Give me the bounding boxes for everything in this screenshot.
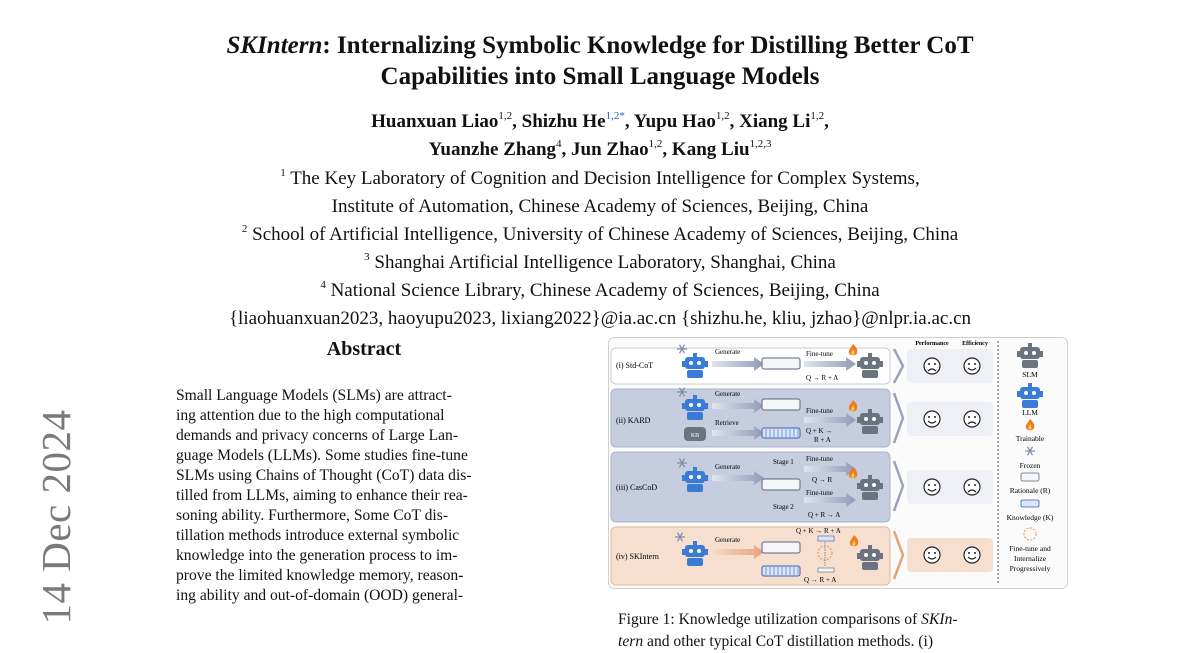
kb-label: KB xyxy=(690,433,700,439)
formula: Q → R + A xyxy=(804,576,837,584)
abstract-line: knowledge into the generation process to im- xyxy=(176,547,458,564)
figure-header-performance: Performance xyxy=(915,341,949,347)
method-label: (i) Std-CoT xyxy=(616,361,654,370)
abstract-line: ing attention due to the high computational xyxy=(176,407,445,424)
legend-trainable: Trainable xyxy=(1015,434,1045,443)
abstract-line: demands and privacy concerns of Large Lan- xyxy=(176,427,459,444)
figure-header-efficiency: Efficiency xyxy=(962,341,988,347)
happy-face-icon xyxy=(924,411,940,427)
legend-internalize: Internalize xyxy=(1013,554,1047,563)
finetune-label: Fine-tune xyxy=(806,455,833,463)
figure-caption: Figure 1: Knowledge utilization comparisons of SKIn- tern and other typical CoT distillation methods. (i) xyxy=(618,611,958,650)
legend-internalize: Progressively xyxy=(1009,564,1051,573)
generate-label: Generate xyxy=(715,536,741,544)
abstract-line: SLMs using Chains of Thought (CoT) data dis- xyxy=(176,467,472,484)
author: Kang Liu$^{1,2,3}$ xyxy=(671,138,772,160)
abstract-line: soning ability. Furthermore, Some CoT dis- xyxy=(176,507,449,524)
author-line-1 xyxy=(0,109,1200,135)
row-kard xyxy=(611,388,890,447)
abstract-line: ing ability and out-of-domain (OOD) general- xyxy=(176,587,464,604)
generate-label: Generate xyxy=(715,463,741,471)
legend-knowledge: Knowledge (K) xyxy=(1006,513,1054,522)
emails: {liaohuanxuan2023, haoyupu2023, lixiang2022}@ia.ac.cn {shizhu.he, kliu, jzhao}@nlpr.ia.ac.cn xyxy=(228,308,972,329)
figure-1 xyxy=(608,337,1068,589)
affiliation-1-cont: Institute of Automation, Chinese Academy of Sciences, Beijing, China xyxy=(331,196,869,217)
affiliation-1: $^1$ The Key Laboratory of Cognition and Decision Intelligence for Complex Systems, xyxy=(280,167,920,189)
formula: R + A xyxy=(814,436,831,444)
author: Yuanzhe Zhang$^4$, xyxy=(428,138,572,160)
finetune-label: Fine-tune xyxy=(806,350,833,358)
abstract-heading: Abstract xyxy=(326,338,402,360)
legend-rationale: Rationale (R) xyxy=(1009,486,1051,495)
formula: Q + K → xyxy=(806,427,833,435)
sad-face-icon xyxy=(924,358,940,374)
abstract-line: tillation methods introduce external symbolic xyxy=(176,527,460,544)
row-skintern xyxy=(611,527,890,585)
author: Xiang Li$^{1,2}$, xyxy=(739,110,829,132)
legend-llm: LLM xyxy=(1022,408,1038,417)
legend-frozen: Frozen xyxy=(1019,461,1041,470)
stage1-label: Stage 1 xyxy=(773,458,794,466)
happy-face-icon xyxy=(964,547,980,563)
knowledge-icon xyxy=(1021,500,1039,507)
author: Shizhu $He^{1,2*}$, xyxy=(521,110,634,132)
sad-face-icon xyxy=(964,479,980,495)
finetune-label: Fine-tune xyxy=(806,489,833,497)
title-italic: SKIntern xyxy=(226,32,323,59)
method-label: (iv) SKIntern xyxy=(616,552,659,561)
arxiv-date-stamp: 14 Dec 2024 xyxy=(33,409,79,625)
method-label: (ii) KARD xyxy=(616,416,651,425)
method-label: (iii) CasCoD xyxy=(616,483,658,492)
author-line-2 xyxy=(0,137,1200,163)
abstract-body xyxy=(176,386,552,606)
author: Yupu Hao$^{1,2}$, xyxy=(633,110,740,132)
legend-internalize: Fine-tune and xyxy=(1009,544,1051,553)
paper-title-line-2: Capabilities into Small Language Models xyxy=(380,63,820,90)
formula: Q + R → A xyxy=(808,511,841,519)
formula: Q + K → R + A xyxy=(796,527,841,535)
author: Huanxuan Liao$^{1,2}$, xyxy=(371,110,522,132)
row-std-cot xyxy=(611,344,890,384)
formula: Q → R xyxy=(812,476,833,484)
title-rest: : Internalizing Symbolic Knowledge for Distilling Better CoT xyxy=(322,32,974,59)
paper-title-line-1 xyxy=(0,31,1200,61)
sad-face-icon xyxy=(964,411,980,427)
abstract-line: tilled from LLMs, aiming to enhance their rea- xyxy=(176,487,468,504)
abstract-line: prove the limited knowledge memory, reason- xyxy=(176,567,464,584)
generate-label: Generate xyxy=(715,390,741,398)
legend-slm: SLM xyxy=(1022,370,1038,379)
affiliation-2: $^2$ School of Artificial Intelligence, University of Chinese Academy of Sciences, Beijing, China xyxy=(241,223,959,245)
happy-face-icon xyxy=(924,479,940,495)
abstract-line: Small Language Models (SLMs) are attract- xyxy=(176,387,452,404)
happy-face-icon xyxy=(964,358,980,374)
abstract-line: guage Models (LLMs). Some studies fine-tune xyxy=(176,447,468,464)
row-cascod xyxy=(611,452,890,522)
author: Jun Zhao$^{1,2}$, xyxy=(571,138,672,160)
finetune-label: Fine-tune xyxy=(806,407,833,415)
generate-label: Generate xyxy=(715,348,741,356)
retrieve-label: Retrieve xyxy=(715,419,739,427)
rationale-icon xyxy=(1021,473,1039,481)
affiliation-3: $^3$ Shanghai Artificial Intelligence Laboratory, Shanghai, China xyxy=(364,251,836,273)
formula: Q → R + A xyxy=(806,374,839,382)
happy-face-icon xyxy=(924,547,940,563)
affiliation-4: $^4$ National Science Library, Chinese Academy of Sciences, Beijing, China xyxy=(320,279,880,301)
stage2-label: Stage 2 xyxy=(773,503,794,511)
